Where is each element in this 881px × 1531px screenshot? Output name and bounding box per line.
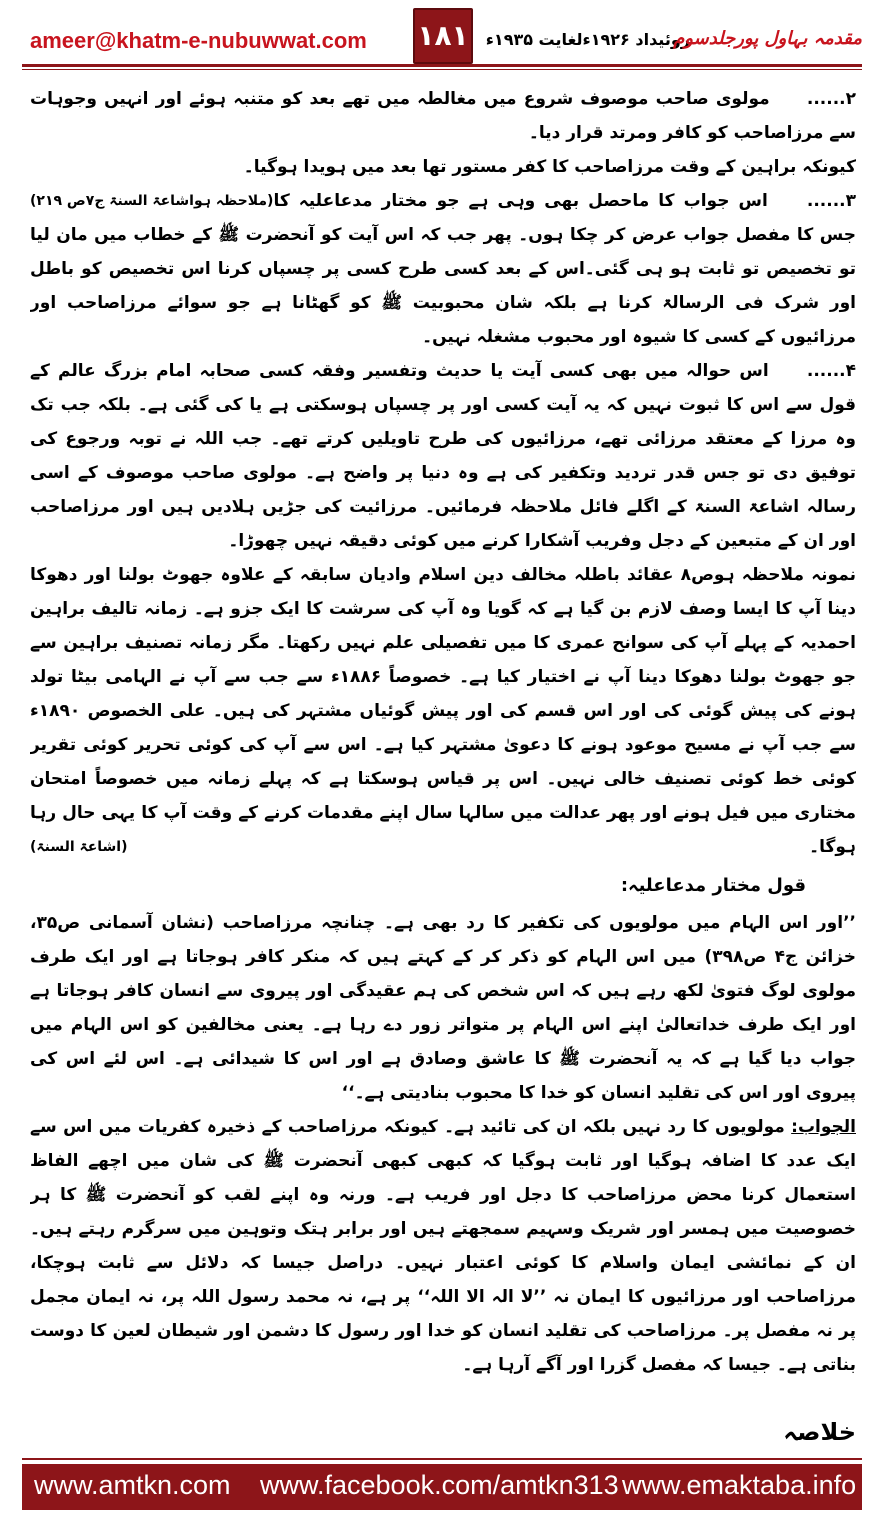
paragraph-4-sample	[30, 558, 856, 864]
paragraph-number: ۴......	[806, 361, 856, 381]
paragraph-text: اس حوالہ میں بھی کسی آیت یا حدیث وتفسیر وفقہ کسی صحابہ امام بزرگ عالم کے قول سے اس کا ثبوت نہیں کہ یہ آیت کسی اور پر چسپاں ہوسکتی ہے یا کی گئی ہے۔ بلکہ جب تک وہ مرزا کے معتقد مرزائی تھے، مرزائیوں کی طرح تاویلیں کرتے تھے۔ جب اللہ نے توبہ ورجوع کی توفیق دی تو جس قدر تردید وتکفیر کی ہے وہ دنیا پر واضح ہے۔ مولوی صاحب موصوف کے اسی رسالہ اشاعۃ السنۃ کے اگلے فائل ملاحظہ فرمائیں۔ مرزائیت کی جڑیں ہلادیں ہیں اور مرزاصاحب اور ان کے متبعین کے دجل وفریب آشکارا کرنے میں کوئی دقیقہ نہیں چھوڑا۔	[30, 361, 856, 551]
paragraph-2-continuation	[30, 150, 856, 209]
footer-divider	[22, 1458, 862, 1460]
footer-link-emaktaba[interactable]: www.emaktaba.info	[622, 1470, 857, 1500]
footer-link-facebook[interactable]: www.facebook.com/amtkn313	[260, 1470, 619, 1500]
header-years: روئیداد ۱۹۲۶ءلغایت ۱۹۳۵ء	[485, 30, 690, 49]
header-divider-thin	[22, 69, 862, 70]
quoted-statement: ’’اور اس الہام میں مولویوں کی تکفیر کا رد بھی ہے۔ چنانچہ مرزاصاحب (نشان آسمانی ص۳۵، خزائن ج۴ ص۳۹۸) میں اس الہام کو ذکر کر کے کہتے ہیں کہ منکر کافر ہوجاتا ہے اور ایک طرف مولوی لوگ فتویٰ لکھ رہے ہیں کہ اس شخص کی ہم عقیدگی اور پیروی سے انسان کافر ہوجاتا ہے اور ایک طرف خداتعالیٰ اپنے اس الہام پر متواتر زور دے رہا ہے۔ یعنی مخالفین کو اس الہام میں جواب دیا گیا ہے کہ یہ آنحضرت ﷺ کا عاشق وصادق ہے اور اس کا شیدائی ہے۔ اس لئے اس کی پیروی اور اس کی تقلید انسان کو خدا کا محبوب بنادیتی ہے۔‘‘	[30, 913, 856, 1103]
answer-paragraph	[30, 1110, 856, 1382]
paragraph-number: ۲......	[806, 89, 856, 109]
reference-citation: (اشاعۃ السنۃ)	[30, 839, 128, 855]
page-number: ۱۸۱	[413, 8, 473, 64]
paragraph-text: مولوی صاحب موصوف شروع میں مغالطہ میں تھے بعد کو متنبہ ہوئے اور انہیں وجوہات سے مرزاصاحب کو کافر ومرتد قرار دیا۔	[30, 89, 856, 143]
section-subheading: قول مختار مدعاعلیہ:	[620, 875, 806, 896]
page-body	[30, 82, 856, 1454]
paragraph-text: نمونہ ملاحظہ ہوص۸ عقائد باطلہ مخالف دین اسلام وادیان سابقہ کے علاوہ جھوٹ بولنا اور دھوکا دینا آپ کا ایسا وصف لازم بن گیا ہے کہ گویا وہ آپ کی سرشت کا ایک جزو ہے۔ زمانہ تالیف براہین احمدیہ کے پہلے آپ کی سوانح عمری کا میں تفصیلی علم نہیں رکھتا۔ مگر زمانہ تصنیف براہین سے جو جھوٹ بولنا دھوکا دینا آپ نے اختیار کیا ہے۔ خصوصاً ۱۸۸۶ء سے جب سے آپ نے الہامی بیٹا تولد ہونے کی پیش گوئی کی اور اس قسم کی اور پیش گوئیاں مشتہر کی ہیں۔ علی الخصوص ۱۸۹۰ء سے جب آپ نے مسیح موعود ہونے کا دعویٰ مشتہر کیا ہے۔ اس سے آپ کی کوئی تحریر کوئی تقریر کوئی خط کوئی تصنیف خالی نہیں۔ اس پر قیاس ہوسکتا ہے کہ پہلے زمانہ میں خصوصاً امتحان مختاری میں فیل ہونے اور پھر عدالت میں سالہا سال اپنے مقدمات کرنے کے وقت آپ کا یہی حال رہا ہوگا۔	[30, 565, 856, 857]
paragraph-2	[30, 82, 856, 150]
book-title: مقدمہ بہاول پورجلدسوم	[673, 28, 862, 49]
reference-citation: (ملاحظہ ہواشاعۃ السنۃ ج۷ص ۲۱۹)	[30, 193, 274, 209]
answer-label: الجواب:	[791, 1117, 856, 1137]
paragraph-text: اس جواب کا ماحصل بھی وہی ہے جو مختار مدعاعلیہ کا جس کا مفصل جواب عرض کر چکا ہوں۔ پھر جب کہ اس آیت کو آنحضرت ﷺ کے خطاب میں مان لیا تو تخصیص تو ثابت ہو ہی گئی۔اس کے بعد کسی طرح کسی پر چسپاں کرنا اس تخصیص کو باطل اور شرک فی الرسالۃ کرنا ہے بلکہ شان محبوبیت ﷺ کو گھٹانا ہے جو سوائے مرزاصاحب اور مرزائیوں کے کسی کا شیوہ اور محبوب مشغلہ نہیں۔	[30, 191, 856, 347]
paragraph-number: ۳......	[806, 191, 856, 211]
page-footer	[22, 1464, 862, 1510]
footer-link-amtkn[interactable]: www.amtkn.com	[34, 1470, 231, 1500]
paragraph-text: کیونکہ براہین کے وقت مرزاصاحب کا کفر مستور تھا بعد میں ہویدا ہوگیا۔	[243, 157, 856, 177]
page-header	[0, 0, 881, 80]
answer-text: مولویوں کا رد نہیں بلکہ ان کی تائید ہے۔ کیونکہ مرزاصاحب کے ذخیرہ کفریات میں اس سے ایک عدد کا اضافہ ہوگیا اور ثابت ہوگیا کہ کبھی کبھی آنحضرت ﷺ کی شان میں اچھے الفاظ استعمال کرنا محض مرزاصاحب کا دجل اور فریب ہے۔ ورنہ وہ اپنے لقب کو آنحضرت ﷺ کا ہر خصوصیت میں ہمسر اور شریک وسہیم سمجھتے ہیں اور برابر ہتک وتوہین میں سرگرم رہتے ہیں۔ ان کے نمائشی ایمان واسلام کا کوئی اعتبار نہیں۔ دراصل جیسا کہ دلائل سے ثابت ہوچکا، مرزاصاحب اور مرزائیوں کا ایمان نہ ’’لا الہ الا اللہ‘‘ پر ہے، نہ محمد رسول اللہ پر، نہ ایمان مجمل پر نہ مفصل پر۔ مرزاصاحب کی تقلید انسان کو خدا اور رسول کا دشمن اور شیطان لعین کا دوست بناتی ہے۔ جیسا کہ مفصل گزرا اور آگے آرہا ہے۔	[30, 1117, 856, 1375]
header-email[interactable]: ameer@khatm-e-nubuwwat.com	[30, 28, 367, 53]
header-divider	[22, 64, 862, 67]
paragraph-4	[30, 354, 856, 558]
summary-heading: خلاصہ	[783, 1418, 856, 1446]
